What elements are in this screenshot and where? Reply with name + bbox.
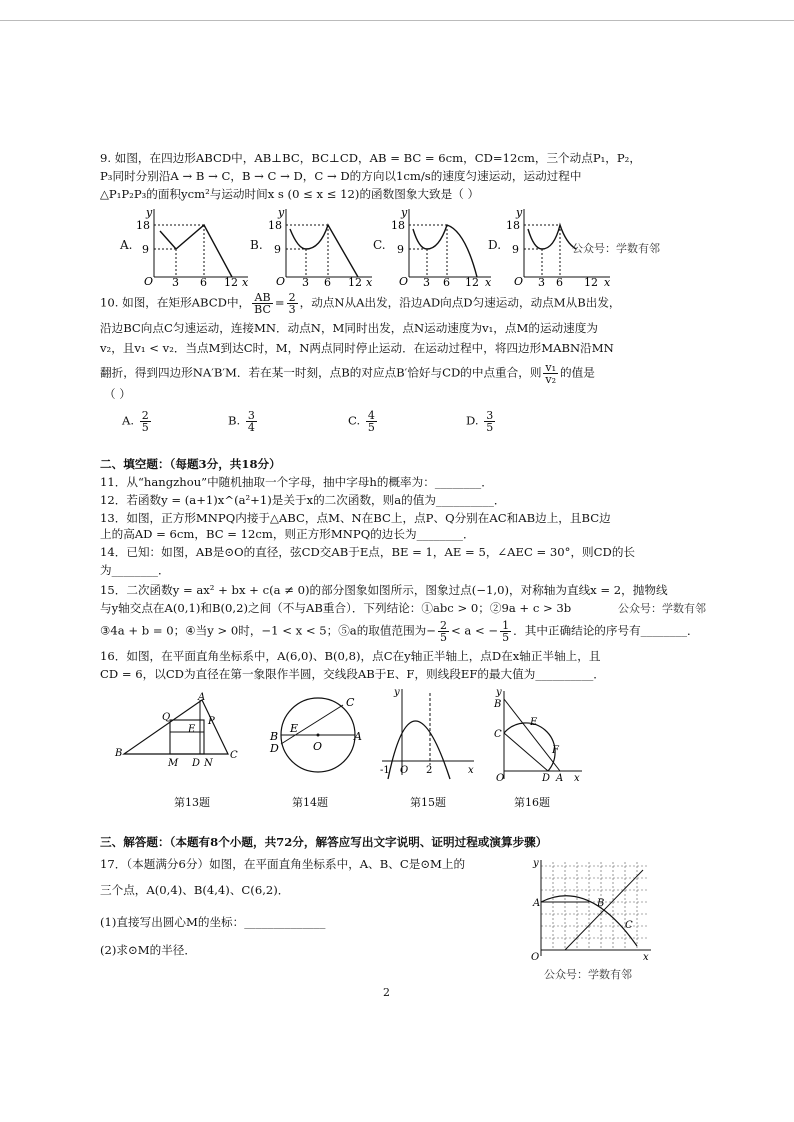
d: 5 xyxy=(440,631,447,644)
tick-3: 3 xyxy=(538,276,545,287)
q16-line1: 16．如图，在平面直角坐标系中，A(6,0)、B(0,8)，点C在y轴正半轴上，点D在x轴正半轴上，且 xyxy=(100,649,601,663)
A: A xyxy=(533,898,541,909)
opt-label: B. xyxy=(228,413,241,428)
x: x xyxy=(574,773,580,784)
B: B xyxy=(597,898,605,909)
section-2-header: 二、填空题：（每题3分，共18分） xyxy=(100,457,281,471)
axis-x: x xyxy=(242,276,249,287)
q10-paren: （ ） xyxy=(104,387,131,401)
opt-frac xyxy=(484,410,495,433)
axis-x: x xyxy=(485,276,492,287)
q9-line3: △P₁P₂P₃的面积ycm²与运动时间x s (0 ≤ x ≤ 12)的函数图象大致是（ ） xyxy=(100,187,480,201)
q9-graph-c xyxy=(385,205,493,287)
origin: O xyxy=(399,275,409,287)
opt-frac xyxy=(140,410,151,433)
tick-3: 3 xyxy=(302,276,309,287)
d: 5 xyxy=(486,421,494,434)
q9-option-b-label: B. xyxy=(250,238,263,252)
q10-speed-ratio xyxy=(543,362,558,385)
q9-graph-b xyxy=(262,205,374,287)
C: C xyxy=(230,750,238,761)
m1: -1 xyxy=(380,765,390,776)
tick-9: 9 xyxy=(397,243,404,256)
B: B xyxy=(270,730,279,743)
tick-18: 18 xyxy=(136,219,150,232)
n: 1 xyxy=(502,619,510,632)
A: A xyxy=(198,692,206,703)
tick-18: 18 xyxy=(506,219,520,232)
d: 4 xyxy=(247,421,255,434)
scan-edge-line xyxy=(0,20,794,21)
D: D xyxy=(542,773,551,784)
q10-option-b xyxy=(228,410,259,433)
d: 5 xyxy=(367,421,375,434)
q17-line2: 三个点，A(0,4)、B(4,4)、C(6,2)． xyxy=(100,883,290,897)
opt-label: A. xyxy=(122,413,135,428)
n: 3 xyxy=(247,409,255,422)
n: 2 xyxy=(440,619,447,632)
n: 2 xyxy=(141,409,149,422)
y: y xyxy=(533,858,539,869)
q12: 12．若函数y = (a+1)x^(a²+1)是关于x的二次函数，则a的值为__________． xyxy=(100,493,506,507)
tick-12: 12 xyxy=(465,276,479,287)
figure-13 xyxy=(112,690,242,775)
q9-line2: P₃同时分别沿A → B → C，B → C → D，C → D的方向以1cm/s的速度匀速运动，运动过程中 xyxy=(100,169,582,183)
tick-3: 3 xyxy=(423,276,430,287)
tick-12: 12 xyxy=(584,276,598,287)
q10-option-d xyxy=(466,410,497,433)
q13-line1: 13．如图，正方形MNPQ内接于△ABC，点M、N在BC上，点P、Q分别在AC和AB边上，且BC边 xyxy=(100,511,611,525)
opt-label: C. xyxy=(348,413,361,428)
q9-line1: 9. 如图，在四边形ABCD中，AB⊥BC，BC⊥CD，AB = BC = 6cm，CD=12cm，三个动点P₁，P₂， xyxy=(100,151,641,165)
q9-graph-a xyxy=(130,205,250,287)
A: A xyxy=(354,730,362,743)
x: x xyxy=(468,765,474,776)
axis-x: x xyxy=(604,276,611,287)
two: 2 xyxy=(426,765,433,776)
q9-option-d-label: D. xyxy=(488,238,502,252)
q15-frac-lower xyxy=(438,620,449,643)
F: F xyxy=(552,745,559,756)
n: 4 xyxy=(367,409,375,422)
tick-6: 6 xyxy=(200,276,207,287)
q17-line4: (2)求⊙M的半径． xyxy=(100,943,196,957)
origin: O xyxy=(144,275,154,287)
M: M xyxy=(168,758,179,769)
N: N xyxy=(204,758,213,769)
figure-17 xyxy=(525,856,655,964)
q15-line3-start: ③4a + b = 0；④当y > 0时，−1 < x < 5；⑤a的取值范围为 xyxy=(100,623,427,638)
E: E xyxy=(290,722,299,735)
q10-line4-end: 的值是 xyxy=(560,365,595,380)
watermark-1: 公众号：学数有邻 xyxy=(572,242,660,255)
figure-16 xyxy=(490,685,590,785)
tick-9: 9 xyxy=(512,243,519,256)
tick-12: 12 xyxy=(224,276,238,287)
q10-line4-start: 翻折，得到四边形NA′B′M．若在某一时刻，点B的对应点B′恰好与CD的中点重合，则 xyxy=(100,365,542,380)
tick-6: 6 xyxy=(324,276,331,287)
watermark-2: 公众号：学数有邻 xyxy=(618,602,706,615)
y: y xyxy=(496,687,502,698)
q15-line1: 15．二次函数y = ax² + bx + c(a ≠ 0)的部分图象如图所示，图象过点(−1,0)，对称轴为直线x = 2，抛物线 xyxy=(100,583,668,597)
q16-line2: CD = 6，以CD为直径在第一象限作半圆，交线段AB于E、F，则线段EF的最大值为__________． xyxy=(100,667,605,681)
caption-15: 第15题 xyxy=(410,796,446,809)
q15-line3: ③4a + b = 0；④当y > 0时，−1 < x < 5；⑤a的取值范围为− $\frac{2}{5}$ < a < − $\frac{1}{5}$ ．其中正确结论的序号有________． xyxy=(100,619,699,644)
q14-line2: 为________． xyxy=(100,563,170,577)
axis-y: y xyxy=(278,206,285,219)
axis-y: y xyxy=(516,206,523,219)
q10-ratio xyxy=(252,292,273,315)
ratio-num: AB xyxy=(252,292,273,304)
y: y xyxy=(394,687,400,698)
D: D xyxy=(270,742,279,755)
origin: O xyxy=(514,275,524,287)
axis-y: y xyxy=(146,206,153,219)
E: E xyxy=(530,717,538,728)
x: x xyxy=(643,952,649,963)
q13-line2: 上的高AD = 6cm，BC = 12cm，则正方形MNPQ的边长为________． xyxy=(100,527,475,541)
q10-line1-start: 10. 如图，在矩形ABCD中， xyxy=(100,295,251,310)
q17-line1: 17．（本题满分6分）如图，在平面直角坐标系中，A、B、C是⊙M上的 xyxy=(100,857,466,871)
d: 5 xyxy=(141,421,149,434)
page-number: 2 xyxy=(383,986,390,999)
O: O xyxy=(531,952,540,963)
tick-9: 9 xyxy=(274,243,281,256)
speed-den: v₂ xyxy=(545,373,557,386)
q10-line3: v₂，且v₁ < v₂．当点M到达C时，M，N两点同时停止运动．在运动过程中，将四边形MABN沿MN xyxy=(100,341,614,355)
tick-6: 6 xyxy=(556,276,563,287)
C: C xyxy=(494,729,502,740)
tick-6: 6 xyxy=(443,276,450,287)
q9-option-a-label: A. xyxy=(120,238,133,252)
opt-label: D. xyxy=(466,413,479,428)
section-3-header: 三、解答题：（本题有8个小题，共72分，解答应写出文字说明、证明过程或演算步骤） xyxy=(100,835,548,849)
Q: Q xyxy=(162,712,171,723)
C: C xyxy=(346,696,355,709)
B: B xyxy=(115,748,123,759)
caption-13: 第13题 xyxy=(174,796,210,809)
axis-x: x xyxy=(366,276,373,287)
origin: O xyxy=(276,275,286,287)
speed-num: v₁ xyxy=(545,361,557,374)
figure-14 xyxy=(268,690,368,780)
P: P xyxy=(208,716,215,727)
O: O xyxy=(313,740,323,753)
figure-15 xyxy=(378,685,478,780)
watermark-3: 公众号：学数有邻 xyxy=(544,968,632,981)
q10-line4 xyxy=(100,362,595,385)
D: D xyxy=(192,758,201,769)
caption-14: 第14题 xyxy=(292,796,328,809)
ratio-value-den: 3 xyxy=(288,303,296,316)
E: E xyxy=(188,724,196,735)
O: O xyxy=(496,773,505,784)
d: 5 xyxy=(502,631,510,644)
q10-ratio-value xyxy=(287,292,298,315)
O: O xyxy=(400,765,409,776)
q9-option-c-label: C. xyxy=(373,238,386,252)
tick-18: 18 xyxy=(391,219,405,232)
opt-frac xyxy=(366,410,377,433)
ratio-eq: = xyxy=(274,295,285,310)
axis-y: y xyxy=(401,206,408,219)
n: 3 xyxy=(486,409,494,422)
tick-12: 12 xyxy=(348,276,362,287)
C: C xyxy=(625,920,633,931)
ratio-den: BC xyxy=(254,303,271,316)
q10-option-a xyxy=(122,410,153,433)
q10-line2: 沿边BC向点C匀速运动，连接MN．动点N，M同时出发，点N运动速度为v₁，点M的运动速度为 xyxy=(100,321,598,335)
q10-option-c xyxy=(348,410,379,433)
q17-line3: (1)直接写出圆心M的坐标：______________ xyxy=(100,915,326,929)
tick-18: 18 xyxy=(268,219,282,232)
q10-line1-end: ，动点N从A出发，沿边AD向点D匀速运动，动点M从B出发， xyxy=(299,295,621,310)
ratio-value-num: 2 xyxy=(288,291,296,304)
A: A xyxy=(556,773,564,784)
q15-frac-upper xyxy=(500,620,511,643)
B: B xyxy=(494,699,502,710)
tick-9: 9 xyxy=(142,243,149,256)
q11: 11．从“hangzhou”中随机抽取一个字母，抽中字母h的概率为：________． xyxy=(100,475,493,489)
q14-line1: 14．已知：如图，AB是⊙O的直径，弦CD交AB于E点，BE = 1，AE = 5，∠AEC = 30°，则CD的长 xyxy=(100,545,636,559)
tick-3: 3 xyxy=(172,276,179,287)
q15-line2: 与y轴交点在A(0,1)和B(0,2)之间（不与AB重合）．下列结论：①abc > 0；②9a + c > 3b xyxy=(100,601,572,615)
caption-16: 第16题 xyxy=(514,796,550,809)
opt-frac xyxy=(246,410,257,433)
q15-line3-end: ．其中正确结论的序号有________． xyxy=(513,623,699,638)
q10-line1 xyxy=(100,292,621,315)
